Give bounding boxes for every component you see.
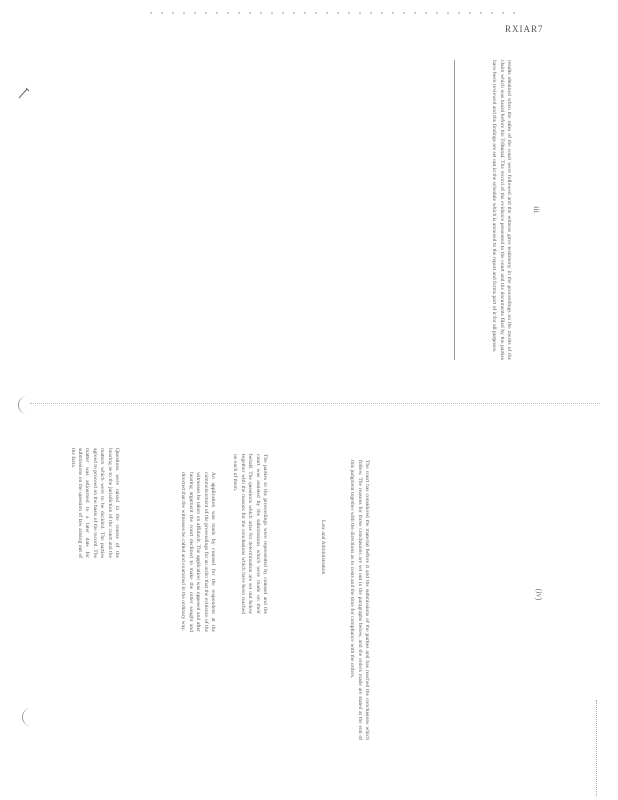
binding-mark (18, 396, 29, 414)
pen-mark-icon (17, 86, 31, 100)
page-number-upper: iii (531, 206, 541, 213)
paragraph: Questions were raised in the course of the hearing as to the jurisdiction of the court and the matters which were to be decided. The parties agreed to proceed on the basis of the record. The matter was adjourned to a later date for submissions on the question of law arising out of the facts. (69, 448, 120, 558)
paragraph: The court has considered the material before it and the submissions of the parties and has reached the conclusions which follow. The reasons for those conclusions are set out in the paragraphs below, and the orders made are stated at the end of this judgment together with the directions as to costs and the time for compliance with the orders. (349, 460, 370, 740)
footnote-text: results obtained when the rules of the court were followed and the witness gave testimony in the proceedings on the merits of the claim which was heard before the Tribunal. The record of the evidence presented to the court and the documents filed by the parties have been reviewed and the findings are set out in the schedule which is annexed to the report and forms part of it for all purposes. (491, 60, 512, 360)
page-divider (30, 403, 600, 404)
binding-mark (22, 708, 33, 726)
footnote-rule (454, 60, 455, 360)
top-dotted-rule (0, 8, 618, 18)
paragraph: An application was made by counsel for the respondent at the commencement of the proceedings for an order that the evidence of the witnesses be taken on affidavit. The application was opposed and after hearing argument the court declined to make the order sought and directed that the witnesses be called and examined in the ordinary way. (180, 472, 216, 632)
paragraph: The parties to the proceedings were represented by counsel and the court was assisted by the submissions which were made on their behalf. The questions which arise for determination are set out below together with the reasons for the conclusions which have been reached on each of them. (232, 454, 268, 614)
page-number-lower: (iv) (534, 588, 544, 601)
document-code: RXIAR7 (505, 24, 544, 34)
side-dotted-rule (596, 700, 597, 796)
section-heading: Law and Administration (320, 520, 326, 575)
